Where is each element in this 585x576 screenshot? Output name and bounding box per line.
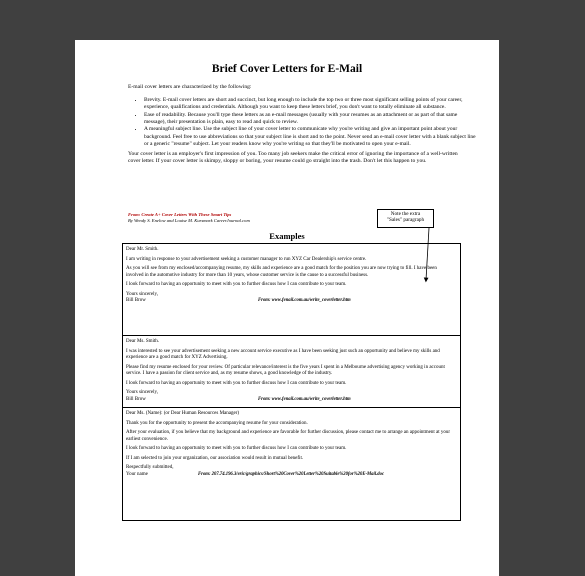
letter-paragraph: As you will see from my enclosed/accompanying resume, my skills and experience are a good match for the position you are now trying to fill. I have been involved in the automotive industry for more than 10 years, whose customer service is the cause to a successful business. [126,266,437,278]
source-line-2: By Wendy S. Enelow and Louise M. Kursmark CareerJournal.com [128,218,250,224]
letter-paragraph: After your evaluation, if you believe that my background and experience are favorable for further discussion, please contact me to arrange an appointment at your earliest convenience. [126,430,451,442]
letter-source: From: www.fenail.com.au/write_coverletter.htm [258,396,351,402]
letter-paragraph: I look forward to having an opportunity to meet with you to further discuss how I can contribute to your team. [126,446,347,452]
letter-paragraph: If I am selected to join your organization, our association would result in mutual benefit. [126,455,304,461]
letter-greeting: Dear Ms. Smith. [126,339,160,344]
letter-greeting: Dear Ms. (Name): (or Dear Human Resources Manager) [126,411,240,416]
letter-source: From: 207.74.196.3/eric/graphics/Short%20Cover%20Letter%20Suitable%20for%20E-Mail.doc [198,471,385,477]
source-line-1: From: Create A+ Cover Letters With These Smart Tips [128,212,232,217]
note-line-2: "Sales" paragraph [386,217,425,224]
note-line-1: Note the extra [390,211,421,217]
letter-paragraph: I look forward to having an opportunity to meet with you to further discuss how I can contribute to your team. [126,380,347,386]
letter-closing: Yours sincerely, [126,291,158,297]
document-page [75,40,499,576]
list-item: • A meaningful subject line. Use the subject line of your cover letter to communicate why you're writing and give an important point about your background. Feel free to use abbreviations so that your subject line is short and to the point. Never send an e-mail cover letter with a blank subject line or a generic "resume" subject. Let your readers know why you're writing so that they'll be motivated to open your e-mail. [144,126,479,148]
example-letter-2 [123,336,460,408]
intro-text: E-mail cover letters are characterized by the following: [128,84,252,90]
letter-paragraph: Thank you for the opportunity to present the accompanying resume for your consideration. [126,420,308,426]
letter-paragraph: I am writing in response to your advertisement seeking a customer manager to run XYZ Car Dealership's service centre. [126,256,367,262]
example-letter-1 [123,244,460,336]
letter-signature [126,292,455,305]
letter-paragraph: Please find my resume enclosed for your review. Of particular relevance/interest is the five years I spent in a Melbourne advertising agency working in account service. I have a passion for client service and, as my resume shows, a good knowledge of the industry. [126,364,445,376]
letter-name: Your name [126,471,148,477]
letter-paragraph: I was interested to see your advertisement seeking a new account service executive as I have been seeking just such an opportunity and believe my skills and experience are a good match for XYZ Advertising. [126,348,440,360]
example-letter-3 [123,408,460,519]
examples-box [122,243,461,521]
examples-heading: Examples [269,231,305,241]
document-title: Brief Cover Letters for E-Mail [211,63,363,75]
letter-closing: Respectfully submitted, [126,465,174,471]
letter-signature [126,390,455,403]
letter-closing: Yours sincerely, [126,390,158,396]
letter-signature [126,465,455,478]
letter-name: Bill Brow [126,298,146,304]
letter-greeting: Dear Mr. Smith. [126,247,159,252]
list-item: • Ease of readability. Because you'll type these letters as an e-mail messages (usually with your resumes as an attachment or as part of that same message), their presentation is plain, easy to read and quick to review. [144,112,479,126]
letter-name: Bill Brow [126,396,146,402]
letter-paragraph: I look forward to having an opportunity to meet with you to further discuss how I can contribute to your team. [126,282,347,288]
letter-source: From: www.fenail.com.au/write_coverletter.htm [258,298,351,304]
first-impression-paragraph: Your cover letter is an employer's first impression of you. Too many job seekers make the critical error of ignoring the importance of a well-written cover letter. If your cover letter is skimpy, sloppy or boring, your resume could go straight into the trash. Don't let this happen to you. [128,151,458,165]
list-item: • Brevity. E-mail cover letters are short and succinct, but long enough to include the top two or three most significant selling points of your career, experience, qualifications and credentials. Although you want to keep these letters brief, you don't want to totally eliminate all substance. [144,97,479,111]
